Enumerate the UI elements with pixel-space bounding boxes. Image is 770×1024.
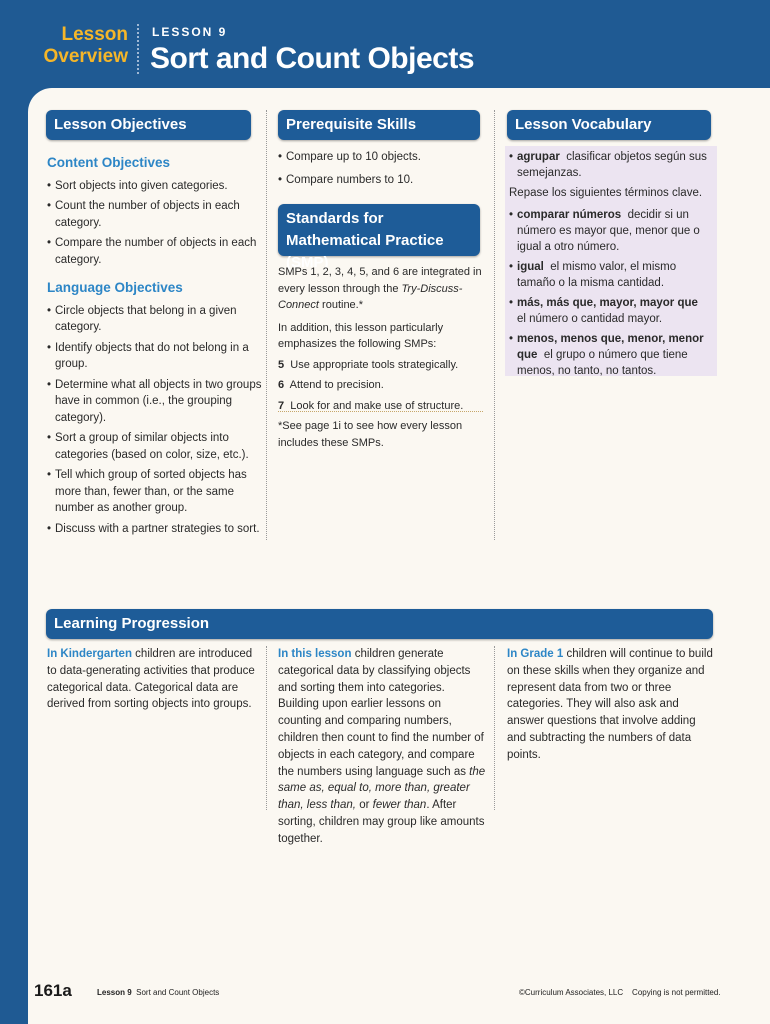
lesson-objectives-heading: Lesson Objectives [46, 110, 251, 140]
page-header [0, 0, 770, 88]
list-item: • Count the number of objects in each category. [47, 198, 262, 231]
vocabulary-term: • menos, menos que, menor, menor que el grupo o número que tiene menos, no tanto, no tantos. [509, 331, 713, 379]
header-divider [137, 24, 139, 74]
column-divider [494, 646, 495, 810]
smp-column [278, 264, 486, 414]
vocabulary-term: • comparar números decidir si un número es mayor que, menor que o igual a otro número. [509, 207, 713, 255]
list-item: • Circle objects that belong in a given category. [47, 303, 262, 336]
lesson-objectives-column [47, 155, 262, 541]
footer-lesson: Lesson 9 Sort and Count Objects [97, 988, 220, 997]
smp-addition: In addition, this lesson particularly emphasizes the following SMPs: [278, 321, 444, 350]
column-divider [266, 110, 267, 540]
smp-heading: Standards for Mathematical Practice (SMP) [278, 204, 480, 256]
vocabulary-review-note: Repase los siguientes términos clave. [509, 187, 703, 199]
list-item: • Discuss with a partner strategies to sort. [47, 521, 262, 538]
language-objectives-heading: Language Objectives [47, 280, 183, 295]
smp-divider [278, 411, 483, 412]
prerequisite-skills-heading: Prerequisite Skills [278, 110, 480, 140]
list-item: • Compare up to 10 objects. [278, 149, 483, 166]
vocabulary-box [505, 146, 717, 376]
lesson-title: Sort and Count Objects [150, 42, 475, 75]
language-objectives-list [47, 303, 262, 538]
list-item: • Tell which group of sorted objects has more than, fewer than, or the same number as another group. [47, 467, 262, 517]
content-objectives-heading: Content Objectives [47, 155, 171, 170]
content-objectives-list [47, 178, 262, 269]
smp-item: 7 Look for and make use of structure. [278, 399, 464, 412]
list-item: • Determine what all objects in two groups have in common (i.e., the grouping category). [47, 377, 262, 427]
lesson-number: LESSON 9 [152, 25, 228, 39]
list-item: • Sort objects into given categories. [47, 178, 262, 195]
progression-this-lesson: In this lesson children generate categorical data by classifying objects and sorting them into categories. Building upon earlier lessons on counting and comparing numbers, children then count to find the number of objects in each category, and compare the numbers using language such as the same as, equal to, more than, greater than, less than, or fewer than. After sorting, children may group like amounts together. [278, 648, 486, 845]
lesson-vocabulary-heading: Lesson Vocabulary [507, 110, 711, 140]
lesson-overview-label: Lesson Overview [43, 24, 128, 67]
learning-progression-heading: Learning Progression [46, 609, 713, 639]
column-divider [266, 646, 267, 810]
list-item: • Sort a group of similar objects into categories (based on color, size, etc.). [47, 430, 262, 463]
vocabulary-term: • igual el mismo valor, el mismo tamaño o la misma cantidad. [509, 259, 713, 291]
vocabulary-term: • agrupar clasificar objetos según sus semejanzas. [509, 149, 713, 181]
list-item: • Compare the number of objects in each category. [47, 235, 262, 268]
smp-item: 6 Attend to precision. [278, 379, 384, 391]
progression-kindergarten: In Kindergarten children are introduced to data-generating activities that produce categorical data. Categorical data are derived from sorting objects into groups. [47, 648, 255, 711]
column-divider [494, 110, 495, 540]
prerequisite-skills-column [278, 149, 483, 192]
list-item: • Identify objects that do not belong in a group. [47, 340, 262, 373]
vocabulary-term: • más, más que, mayor, mayor que el número o cantidad mayor. [509, 295, 713, 327]
smp-footnote: *See page 1i to see how every lesson includes these SMPs. [278, 420, 463, 449]
smp-item: 5 Use appropriate tools strategically. [278, 358, 459, 371]
list-item: • Compare numbers to 10. [278, 172, 483, 189]
footer-copyright: ©Curriculum Associates, LLC Copying is not permitted. [519, 988, 721, 997]
smp-intro: SMPs 1, 2, 3, 4, 5, and 6 are integrated in every lesson through the Try-Discuss-Connect routine.* [278, 266, 482, 311]
progression-grade-1: In Grade 1 children will continue to build on these skills when they organize and represent data from two or three categories. They will also ask and answer questions that involve adding and subtracting the numbers of data points. [507, 648, 713, 761]
prerequisite-list [278, 149, 483, 188]
page-number: 161a [34, 981, 72, 1000]
